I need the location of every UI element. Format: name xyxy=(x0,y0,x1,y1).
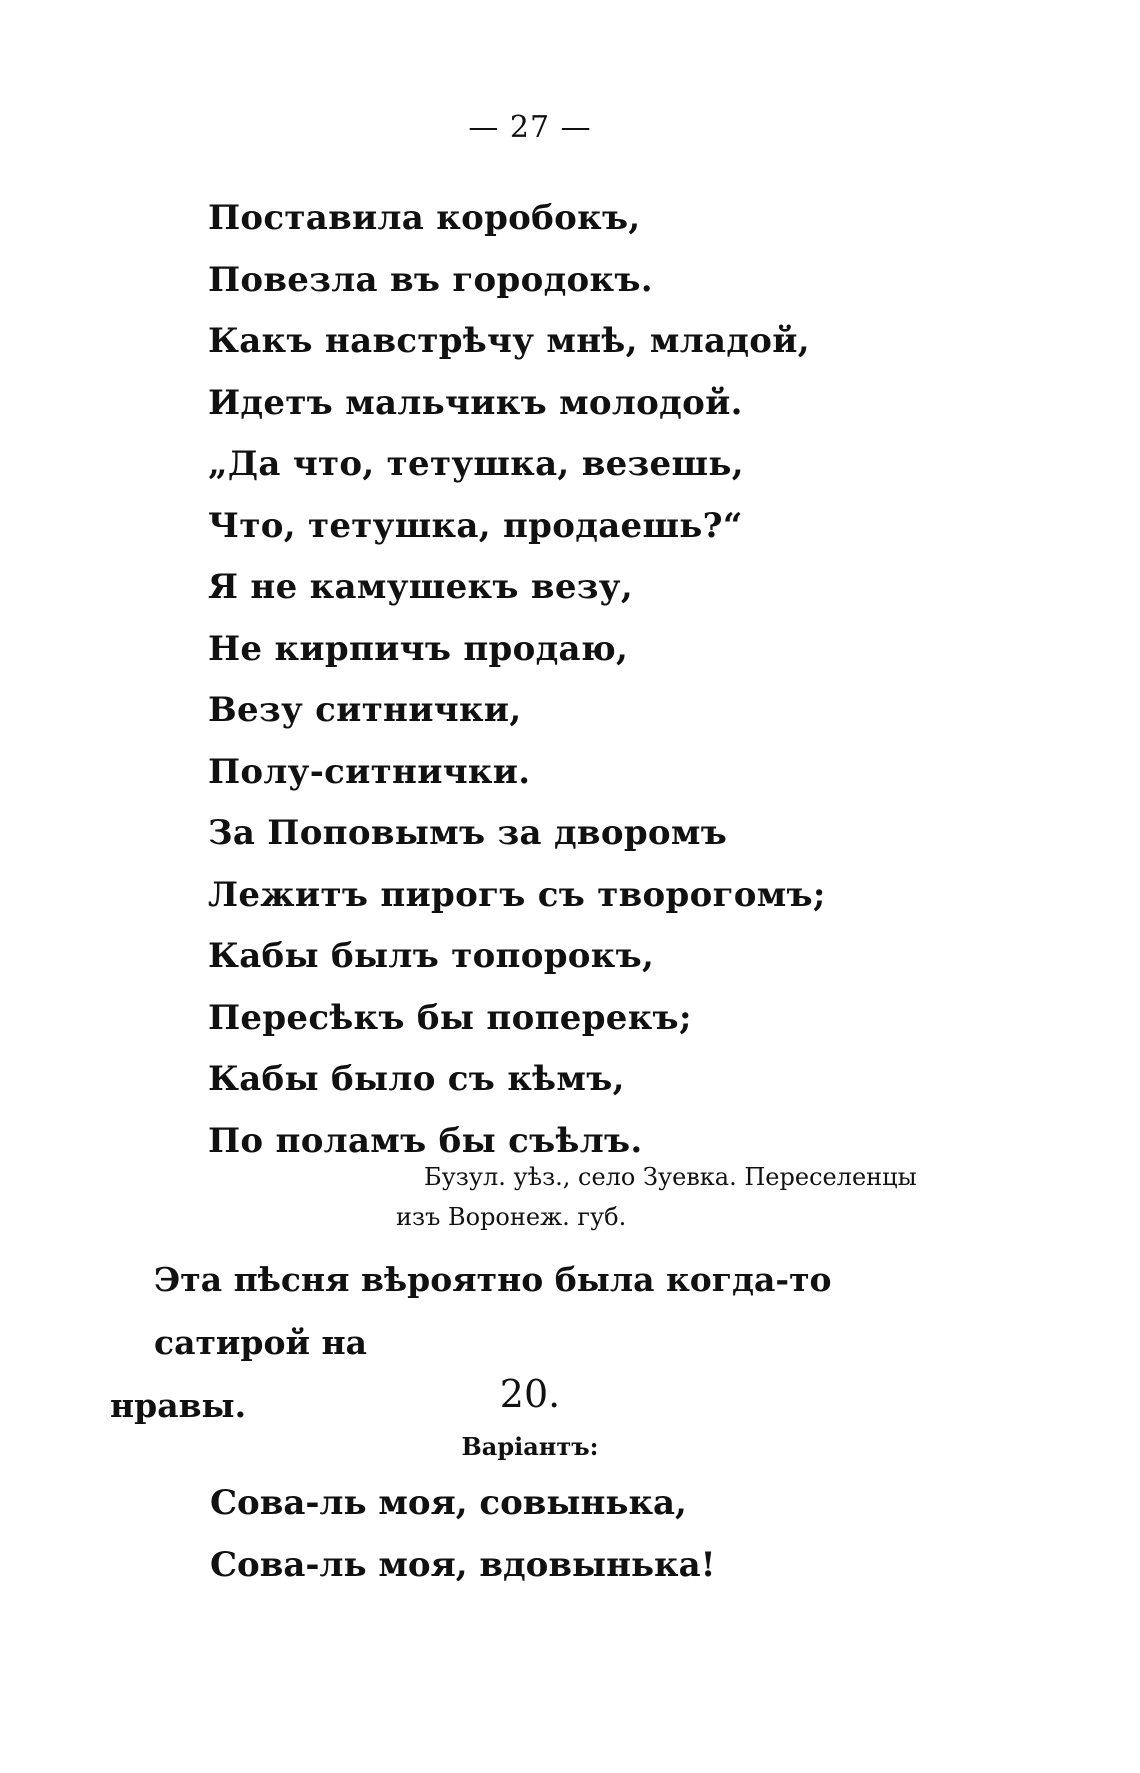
source-line: изъ Воронеж. губ. xyxy=(396,1203,627,1231)
comment-line: Эта пѣсня вѣроятно была когда-то сатирой на xyxy=(154,1260,832,1362)
verse-line: Идетъ мальчикъ молодой. xyxy=(208,382,743,423)
verse-line: Кабы былъ топорокъ, xyxy=(208,936,655,976)
page-number: — 27 — xyxy=(468,110,592,145)
variant-label: Варіантъ: xyxy=(461,1432,599,1461)
song-verse xyxy=(208,188,826,1172)
verse-line: Не кирпичъ продаю, xyxy=(208,628,629,669)
verse-line: Везу ситнички, xyxy=(208,690,522,730)
verse-line: Полу-ситнички. xyxy=(208,751,531,792)
verse-line: Я не камушекъ везу, xyxy=(208,567,633,607)
verse-line: Что, тетушка, продаешь?“ xyxy=(208,505,743,546)
verse-line: Повезла въ городокъ. xyxy=(208,259,653,300)
variant-verse xyxy=(210,1472,716,1596)
source-note xyxy=(396,1157,917,1237)
verse-line: Пересѣкъ бы поперекъ; xyxy=(208,997,692,1038)
verse-line: Поставила коробокъ, xyxy=(208,198,641,238)
verse-line: Сова-ль моя, вдовынька! xyxy=(210,1545,716,1585)
verse-line: За Поповымъ за дворомъ xyxy=(208,813,728,853)
verse-line: Кабы было съ кѣмъ, xyxy=(208,1059,625,1099)
source-line: Бузул. уѣз., село Зуевка. Переселенцы xyxy=(424,1163,917,1191)
verse-line: Сова-ль моя, совынька, xyxy=(210,1483,687,1523)
verse-line: „Да что, тетушка, везешь, xyxy=(208,444,744,484)
comment-line: нравы. xyxy=(110,1386,247,1425)
song-number: 20. xyxy=(499,1372,561,1416)
verse-line: Какъ навстрѣчу мнѣ, младой, xyxy=(208,321,810,361)
verse-line: По поламъ бы съѣлъ. xyxy=(208,1120,643,1161)
verse-line: Лежитъ пирогъ съ творогомъ; xyxy=(208,874,826,915)
